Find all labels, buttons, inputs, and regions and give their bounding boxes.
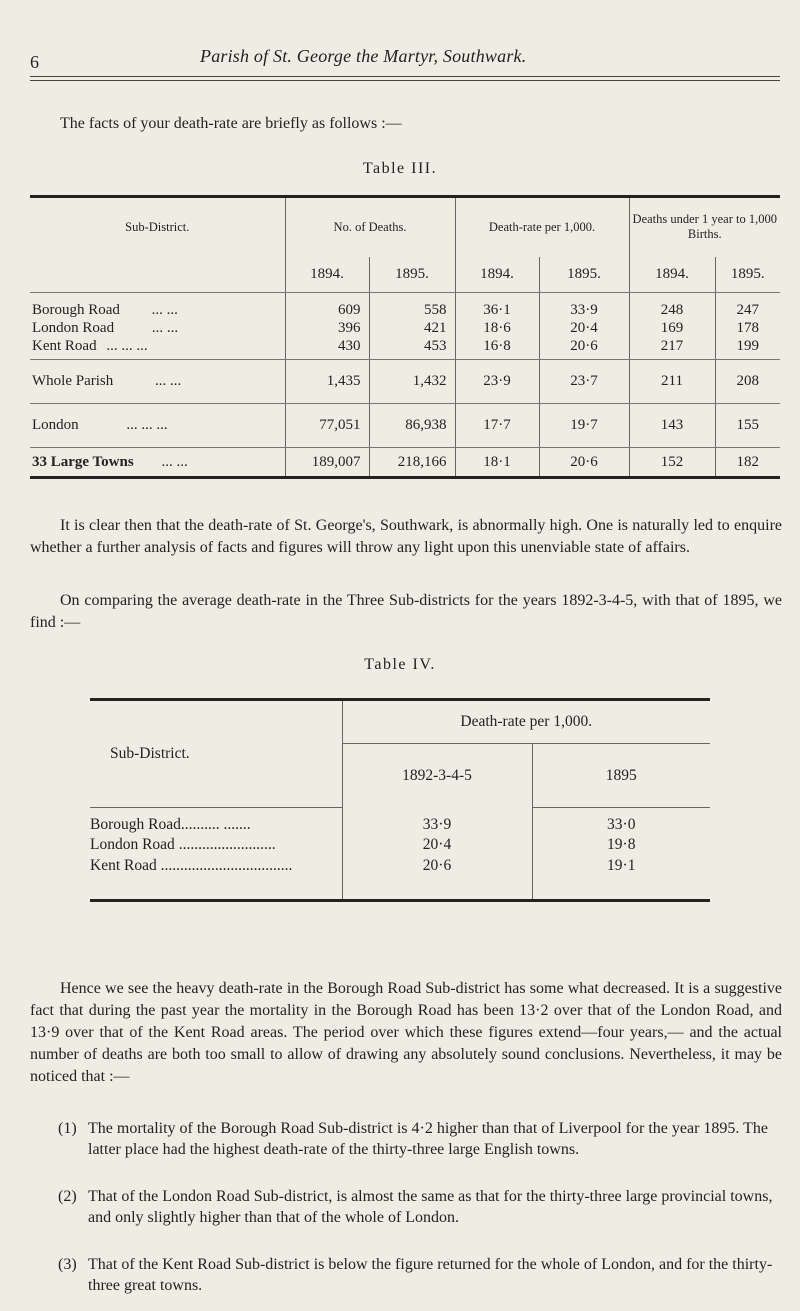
- col-header-year: 1895: [532, 744, 710, 808]
- table-row: Kent Road .................................. 20·6 19·1: [90, 857, 710, 901]
- table-row: London Road ... ... 396 421 18·6 20·4 169 178: [30, 319, 780, 338]
- header-rule: [30, 76, 780, 77]
- row-label: London Road .........................: [90, 836, 276, 853]
- year-header: 1894.: [285, 257, 369, 293]
- col-header-death-rate: Death-rate per 1,000.: [342, 700, 710, 744]
- row-label: Whole Parish: [32, 373, 114, 389]
- table-row: London ... ... ... 77,051 86,938 17·7 19·7 143 155: [30, 404, 780, 448]
- paragraph-3: Hence we see the heavy death-rate in the Borough Road Sub-district has some what decreased. It is a suggestive fact that during the past year the mortality in the Borough Road has been 13·2 over that of the London Road, and 13·9 over that of the Kent Road areas. The period over which these figures extend—four years,— and the actual number of deaths are both too small to allow of drawing any absolutely sound conclusions. Nevertheless, it may be noticed that :—: [30, 980, 782, 1085]
- table-row: Borough Road ... ... 609 558 36·1 33·9 248 247: [30, 293, 780, 319]
- table3-title: Table III.: [362, 160, 438, 177]
- running-title: Parish of St. George the Martyr, Southwark.: [200, 46, 527, 66]
- header-rule-thin: [30, 80, 780, 81]
- year-header: 1895.: [539, 257, 629, 293]
- list-item: (2) That of the London Road Sub-district, is almost the same as that for the thirty-three large provincial towns, and only slightly higher than that of the whole of London.: [58, 1188, 773, 1226]
- table-row: Kent Road ... ... ... 430 453 16·8 20·6 217 199: [30, 338, 780, 360]
- col-header-death-rate: Death-rate per 1,000.: [455, 197, 629, 257]
- year-header: 1894.: [629, 257, 715, 293]
- row-label: London: [32, 417, 79, 433]
- row-label: London Road: [32, 319, 115, 336]
- year-header: 1895.: [715, 257, 780, 293]
- col-header-period: 1892-3-4-5: [342, 744, 532, 808]
- row-label: Kent Road ..................................: [90, 857, 342, 901]
- table-iii: [30, 195, 780, 479]
- col-header-deaths: No. of Deaths.: [285, 197, 455, 257]
- col-header-sub-district: Sub-District.: [125, 219, 190, 234]
- intro-text: The facts of your death-rate are briefly as follows :—: [60, 115, 402, 132]
- list-item: (1) The mortality of the Borough Road Sub-district is 4·2 higher than that of Liverpool for the year 1895. The latter place had the highest death-rate of the thirty-three large English towns.: [58, 1120, 768, 1158]
- paragraph-1: It is clear then that the death-rate of St. George's, Southwark, is abnormally high. One is naturally led to enquire whether a further analysis of facts and figures will throw any light upon this unenviable state of affairs.: [30, 517, 782, 556]
- page-number: 6: [30, 52, 39, 72]
- table-row: 33 Large Towns ... ... 189,007 218,166 18·1 20·6 152 182: [30, 448, 780, 478]
- row-label: Borough Road.......... .......: [90, 808, 342, 834]
- table4-title: Table IV.: [364, 656, 436, 673]
- list-item: (3) That of the Kent Road Sub-district is below the figure returned for the whole of London, and for the thirty-three great towns.: [58, 1256, 773, 1294]
- year-header: 1895.: [369, 257, 455, 293]
- table-row: London Road ......................... 20·4 19·8: [90, 834, 710, 857]
- row-label: 33 Large Towns: [32, 453, 134, 470]
- year-header: 1894.: [455, 257, 539, 293]
- col-header-sub-district: Sub-District.: [90, 700, 342, 808]
- paragraph-2: On comparing the average death-rate in the Three Sub-districts for the years 1892-3-4-5, with that of 1895, we find :—: [30, 592, 782, 631]
- table-iv: [90, 698, 710, 902]
- table-row: Borough Road.......... ....... 33·9 33·0: [90, 808, 710, 834]
- col-header-infant-deaths: Deaths under 1 year to 1,000 Births.: [629, 197, 780, 257]
- row-label: Borough Road: [32, 301, 120, 318]
- table-row: Whole Parish ... ... 1,435 1,432 23·9 23·7 211 208: [30, 360, 780, 404]
- row-label: Kent Road: [32, 337, 97, 354]
